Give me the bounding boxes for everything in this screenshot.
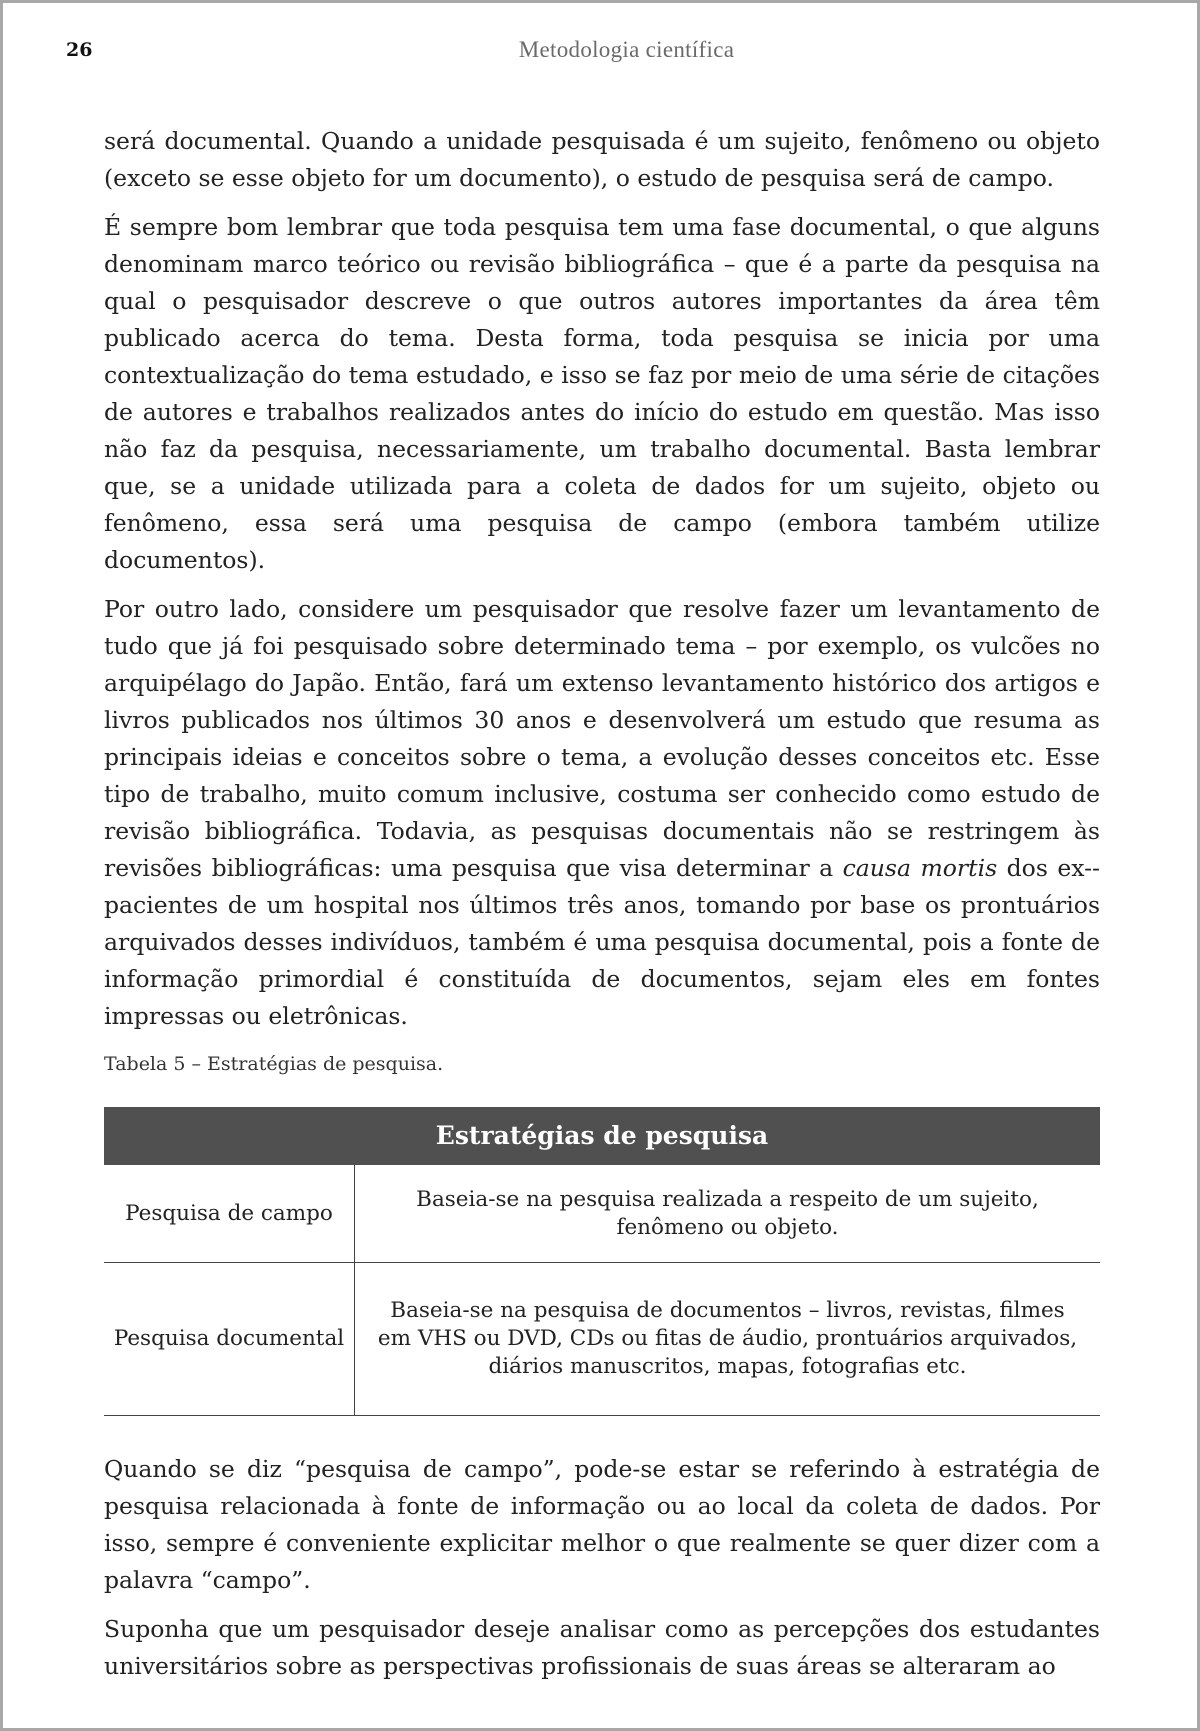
paragraph-text: dos ex--pacientes de um hospital nos últimos três anos, tomando por base os prontuários arquivados desses indivíduos, também é uma pesquisa documental, pois a fonte de informação primordial é constituída de documentos, sejam eles em fontes impressas ou eletrônicas. bbox=[104, 854, 1100, 1030]
row-label: Pesquisa de campo bbox=[104, 1165, 355, 1262]
table-row bbox=[104, 1263, 1100, 1416]
paragraph: É sempre bom lembrar que toda pesquisa tem uma fase documental, o que alguns denominam marco teórico ou revisão bibliográfica – que é a parte da pesquisa na qual o pesquisador descreve o que outros autores importantes da área têm publicado acerca do tema. Desta forma, toda pesquisa se inicia por uma contextualização do tema estudado, e isso se faz por meio de uma série de citações de autores e trabalhos realizados antes do início do estudo em questão. Mas isso não faz da pesquisa, necessariamente, um trabalho documental. Basta lembrar que, se a unidade utilizada para a coleta de dados for um sujeito, objeto ou fenômeno, essa será uma pesquisa de campo (embora também utilize documentos). bbox=[104, 213, 1100, 574]
page-number: 26 bbox=[66, 39, 93, 61]
page-header bbox=[66, 35, 1097, 65]
row-description: Baseia-se na pesquisa de documentos – livros, revistas, filmes em VHS ou DVD, CDs ou fitas de áudio, prontuários arquivados, diários manuscritos, mapas, fotografias etc. bbox=[377, 1298, 1078, 1379]
strategies-table bbox=[104, 1107, 1100, 1416]
table-row bbox=[104, 1165, 1100, 1263]
table-caption: Tabela 5 – Estratégias de pesquisa. bbox=[104, 1053, 444, 1075]
running-title: Metodologia científica bbox=[518, 37, 735, 62]
paragraph bbox=[104, 591, 1100, 1035]
paragraph: Suponha que um pesquisador deseje analisar como as percepções dos estudantes universitários sobre as perspectivas profissionais de suas áreas se alteraram ao bbox=[104, 1615, 1100, 1680]
body-text-top bbox=[104, 123, 1100, 1047]
italic-term: causa mortis bbox=[842, 854, 998, 882]
row-description: Baseia-se na pesquisa realizada a respeito de um sujeito, fenômeno ou objeto. bbox=[416, 1186, 1039, 1240]
paragraph-text: Por outro lado, considere um pesquisador que resolve fazer um levantamento de tudo que já foi pesquisado sobre determinado tema – por exemplo, os vulcões no arquipélago do Japão. Então, fará um extenso levantamento histórico dos artigos e livros publicados nos últimos 30 anos e desenvolverá um estudo que resuma as principais ideias e conceitos sobre o tema, a evolução desses conceitos etc. Esse tipo de trabalho, muito comum inclusive, costuma ser conhecido como estudo de revisão bibliográfica. Todavia, as pesquisas documentais não se restringem às revisões bibliográficas: uma pesquisa que visa determinar a bbox=[104, 595, 1100, 882]
table-title: Estratégias de pesquisa bbox=[104, 1107, 1100, 1165]
paragraph: será documental. Quando a unidade pesquisada é um sujeito, fenômeno ou objeto (exceto se esse objeto for um documento), o estudo de pesquisa será de campo. bbox=[104, 127, 1100, 192]
paragraph: Quando se diz “pesquisa de campo”, pode-se estar se referindo à estratégia de pesquisa relacionada à fonte de informação ou ao local da coleta de dados. Por isso, sempre é conveniente explicitar melhor o que realmente se quer dizer com a palavra “campo”. bbox=[104, 1455, 1100, 1594]
row-label: Pesquisa documental bbox=[104, 1263, 355, 1415]
body-text-bottom bbox=[104, 1451, 1100, 1697]
